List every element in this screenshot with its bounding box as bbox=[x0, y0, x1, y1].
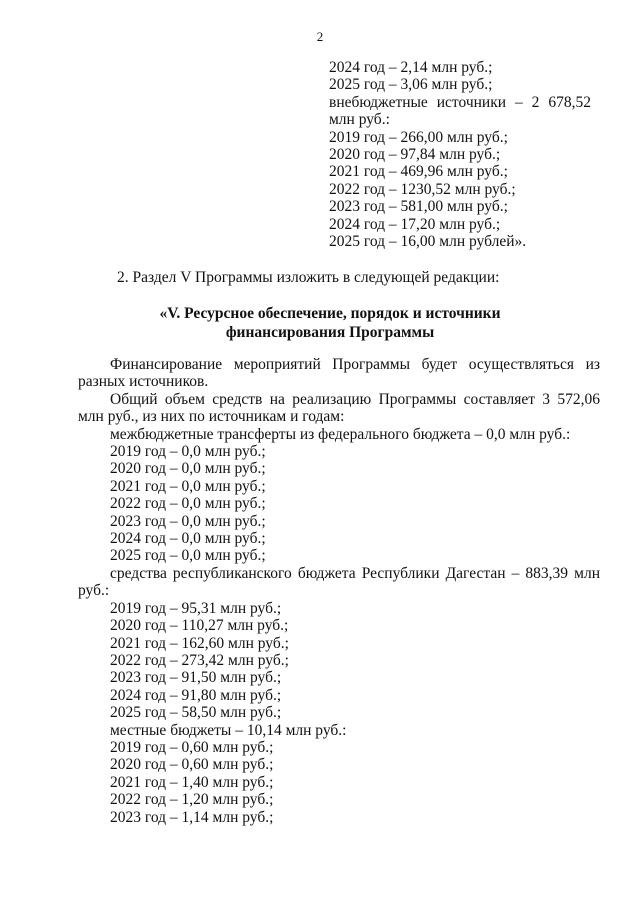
section-heading bbox=[60, 304, 600, 342]
list-item: 2022 год – 1230,52 млн руб.; bbox=[329, 180, 516, 198]
list-item: 2019 год – 0,0 млн руб.; bbox=[110, 443, 266, 461]
extrabudgetary-label: внебюджетные источники – 2 678,52 млн руб.: bbox=[329, 93, 591, 129]
list-item: 2024 год – 91,80 млн руб.; bbox=[110, 686, 282, 704]
local-label: местные бюджеты – 10,14 млн руб.: bbox=[110, 721, 347, 739]
list-item: 2019 год – 95,31 млн руб.; bbox=[110, 599, 282, 617]
list-item: 2024 год – 0,0 млн руб.; bbox=[110, 530, 266, 548]
amendment-item: 2. Раздел V Программы изложить в следующей редакции: bbox=[117, 269, 500, 286]
paragraph-financing: Финансирование мероприятий Программы будет осуществляться из разных источников. bbox=[78, 356, 600, 391]
page-number: 2 bbox=[316, 29, 324, 44]
list-item: 2020 год – 110,27 млн руб.; bbox=[110, 617, 289, 635]
list-item: 2023 год – 581,00 млн руб.; bbox=[329, 198, 508, 216]
list-item: 2023 год – 1,14 млн руб.; bbox=[110, 808, 274, 826]
list-item: 2020 год – 0,60 млн руб.; bbox=[110, 756, 274, 774]
list-item: 2021 год – 1,40 млн руб.; bbox=[110, 773, 274, 791]
federal-label: межбюджетные трансферты из федерального бюджета – 0,0 млн руб.: bbox=[110, 425, 571, 443]
list-item: 2021 год – 0,0 млн руб.; bbox=[110, 477, 266, 495]
list-item: 2023 год – 0,0 млн руб.; bbox=[110, 512, 266, 530]
list-item: 2024 год – 2,14 млн руб.; bbox=[329, 59, 493, 76]
list-item: 2025 год – 16,00 млн рублей». bbox=[329, 233, 527, 251]
list-item: 2022 год – 273,42 млн руб.; bbox=[110, 651, 289, 669]
republic-label: средства республиканского бюджета Республики Дагестан – 883,39 млн руб.: bbox=[78, 564, 600, 600]
list-item: 2021 год – 469,96 млн руб.; bbox=[329, 163, 508, 181]
continued-funding-list bbox=[329, 59, 591, 250]
list-item: 2025 год – 58,50 млн руб.; bbox=[110, 704, 282, 722]
list-item: 2025 год – 0,0 млн руб.; bbox=[110, 547, 266, 565]
list-item: 2021 год – 162,60 млн руб.; bbox=[110, 634, 289, 652]
list-item: 2022 год – 1,20 млн руб.; bbox=[110, 791, 274, 809]
list-item: 2019 год – 0,60 млн руб.; bbox=[110, 738, 274, 756]
list-item: 2022 год – 0,0 млн руб.; bbox=[110, 495, 266, 513]
list-item: 2020 год – 97,84 млн руб.; bbox=[329, 146, 501, 164]
list-item: 2020 год – 0,0 млн руб.; bbox=[110, 460, 266, 478]
list-item: 2024 год – 17,20 млн руб.; bbox=[329, 215, 501, 233]
list-item: 2025 год – 3,06 млн руб.; bbox=[329, 76, 493, 94]
heading-line-1: «V. Ресурсное обеспечение, порядок и источники bbox=[159, 305, 501, 322]
heading-line-2: финансирования Программы bbox=[225, 324, 435, 341]
section-body bbox=[78, 356, 600, 826]
list-item: 2019 год – 266,00 млн руб.; bbox=[329, 128, 508, 146]
paragraph-total-volume: Общий объем средств на реализацию Программы составляет 3 572,06 млн руб., из них по источникам и годам: bbox=[78, 390, 600, 426]
list-item: 2023 год – 91,50 млн руб.; bbox=[110, 669, 282, 687]
